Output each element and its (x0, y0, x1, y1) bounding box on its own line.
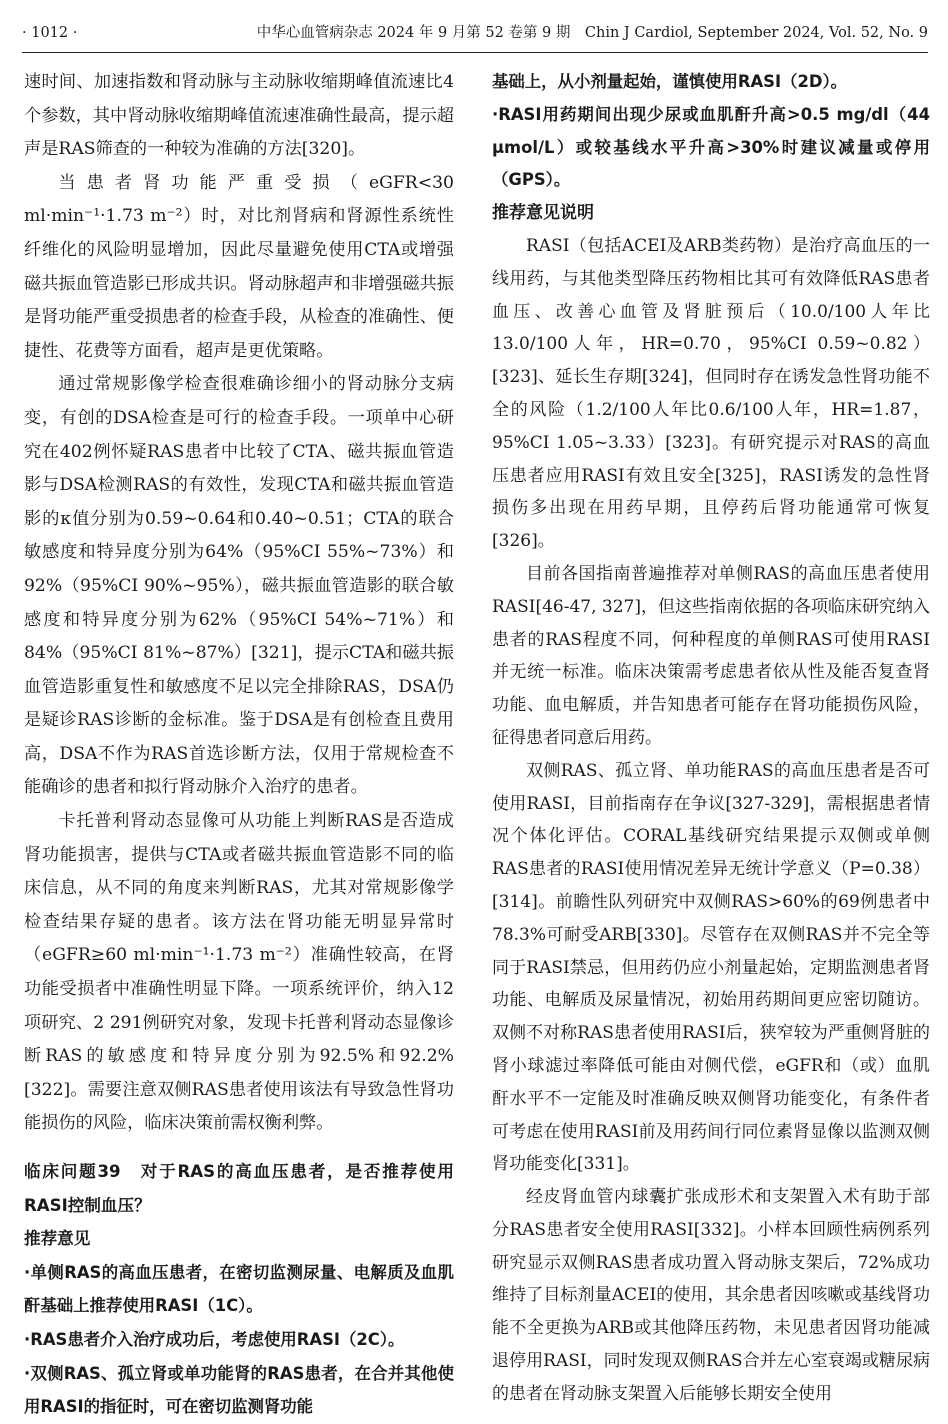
journal-citation: 中华心血管病杂志 2024 年 9 月第 52 卷第 9 期 Chin J Cardiol, September 2024, Vol. 52, No. 9 (256, 25, 928, 41)
paragraph-dsa: 通过常规影像学检查很难确诊细小的肾动脉分支病变，有创的DSA检查是可行的检查手段。一项单中心研究在402例怀疑RAS患者中比较了CTA、磁共振血管造影与DSA检测RAS的有效性，发现CTA和磁共振血管造影的κ值分别为0.59~0.64和0.40~0.51；CTA的联合敏感度和特异度分别为64%（95%CI 55%~73%）和92%（95%CI 90%~95%），磁共振血管造影的联合敏感度和特异度分别为62%（95%CI 54%~71%）和84%（95%CI 81%~87%）[321]，提示CTA和磁共振血管造影重复性和敏感度不足以完全排除RAS，DSA仍是疑诊RAS诊断的金标准。鉴于DSA是有创检查且费用高，DSA不作为RAS首选诊断方法，仅用于常规检查不能确诊的患者和拟行肾动脉介入治疗的患者。 (24, 374, 454, 798)
paragraph-ultrasound-continued: 速时间、加速指数和肾动脉与主动脉收缩期峰值流速比4个参数，其中肾动脉收缩期峰值流速准确性最高，提示超声是RAS筛查的一种较为准确的方法[320]。 (24, 72, 454, 160)
paragraph-unilateral-ras: 目前各国指南普遍推荐对单侧RAS的高血压患者使用RASI[46-47, 327]，但这些指南依据的各项临床研究纳入患者的RAS程度不同，何种程度的单侧RAS可使用RASI并无统一标准。临床决策需考虑患者依从性及能否复查肾功能、血电解质，并告知患者可能存在肾功能损伤风险，征得患者同意后用药。 (492, 563, 930, 748)
recommendation-item-1: ·单侧RAS的高血压患者，在密切监测尿量、电解质及血肌酐基础上推荐使用RASI（1C）。 (24, 1262, 454, 1316)
paragraph-renal-impairment: 当患者肾功能严重受损（eGFR<30 ml·min⁻¹·1.73 m⁻²）时，对比剂肾病和肾源性系统性纤维化的风险明显增加，因此尽量避免使用CTA或增强磁共振血管造影已形成共识。肾动脉超声和非增强磁共振是肾功能严重受损患者的检查手段，从检查的准确性、便捷性、花费等方面看，超声是更优策略。 (24, 172, 454, 361)
right-column (492, 66, 930, 1404)
paragraph-bilateral-ras: 双侧RAS、孤立肾、单功能RAS的高血压患者是否可使用RASI，目前指南存在争议[327-329]，需根据患者情况个体化评估。CORAL基线研究结果提示双侧或单侧RAS患者的RASI使用情况差异无统计学意义（P=0.38）[314]。前瞻性队列研究中双侧RAS>60%的69例患者中78.3%可耐受ARB[330]。尽管存在双侧RAS并不完全等同于RASI禁忌，但用药仍应小剂量起始，定期监测患者肾功能、电解质及尿量情况，初始用药期间更应密切随访。双侧不对称RAS患者使用RASI后，狭窄较为严重侧肾脏的肾小球滤过率降低可能由对侧代偿，eGFR和（或）血肌酐水平不一定能及时准确反映双侧肾功能变化，有条件者可考虑在使用RASI前及用药间行同位素肾显像以监测双侧肾功能变化[331]。 (492, 760, 930, 1175)
running-header (22, 18, 928, 53)
paragraph-rasi-overview: RASI（包括ACEI及ARB类药物）是治疗高血压的一线用药，与其他类型降压药物相比其可有效降低RAS患者血压、改善心血管及肾脏预后（10.0/100人年比13.0/100人年，HR=0.70，95%CI 0.59~0.82）[323]、延长生存期[324]，但同时存在诱发急性肾功能不全的风险（1.2/100人年比0.6/100人年，HR=1.87，95%CI 1.05~3.33）[323]。有研究提示对RAS的高血压患者应用RASI有效且安全[325]，RASI诱发的急性肾损伤多出现在用药早期，且停药后肾功能通常可恢复[326]。 (492, 235, 930, 552)
page-number: · 1012 · (22, 25, 78, 41)
recommendation-heading: 推荐意见 (24, 1229, 91, 1249)
left-column (24, 66, 454, 1417)
recommendation-item-3-continued: 基础上，从小剂量起始，谨慎使用RASI（2D）。 (492, 72, 848, 91)
paragraph-captopril-scintigraphy: 卡托普利肾动态显像可从功能上判断RAS是否造成肾功能损害，提供与CTA或者磁共振血管造影不同的临床信息，从不同的角度来判断RAS，尤其对常规影像学检查结果存疑的患者。该方法在肾功能无明显异常时（eGFR≥60 ml·min⁻¹·1.73 m⁻²）准确性较高，在肾功能受损者中准确性明显下降。一项系统评价，纳入12项研究、2 291例研究对象，发现卡托普利肾动态显像诊断RAS的敏感度和特异度分别为92.5%和92.2%[322]。需要注意双侧RAS患者使用该法有导致急性肾功能损伤的风险，临床决策前需权衡利弊。 (24, 811, 454, 1134)
clinical-question-39: 临床问题39 对于RAS的高血压患者，是否推荐使用RASI控制血压？ (24, 1162, 454, 1215)
recommendation-item-2: ·RAS患者介入治疗成功后，考虑使用RASI（2C）。 (24, 1329, 405, 1349)
recommendation-item-3: ·双侧RAS、孤立肾或单功能肾的RAS患者，在合并其他使用RASI的指征时，可在密切监测肾功能 (24, 1363, 454, 1417)
paragraph-stent: 经皮肾血管内球囊扩张成形术和支架置入术有助于部分RAS患者安全使用RASI[332]。小样本回顾性病例系列研究显示双侧RAS患者成功置入肾动脉支架后，72%成功维持了目标剂量ACEI的使用，其余患者因咳嗽或基线肾功能不全更换为ARB或其他降压药物，未见患者因肾功能减退停用RASI，同时发现双侧RAS合并左心室衰竭或糖尿病的患者在肾动脉支架置入后能够长期安全使用 (492, 1187, 930, 1404)
recommendation-explanation-heading: 推荐意见说明 (492, 203, 594, 224)
recommendation-item-4: ·RASI用药期间出现少尿或血肌酐升高>0.5 mg/dl（44 μmol/L）或较基线水平升高>30%时建议减量或停用（GPS）。 (492, 104, 930, 190)
